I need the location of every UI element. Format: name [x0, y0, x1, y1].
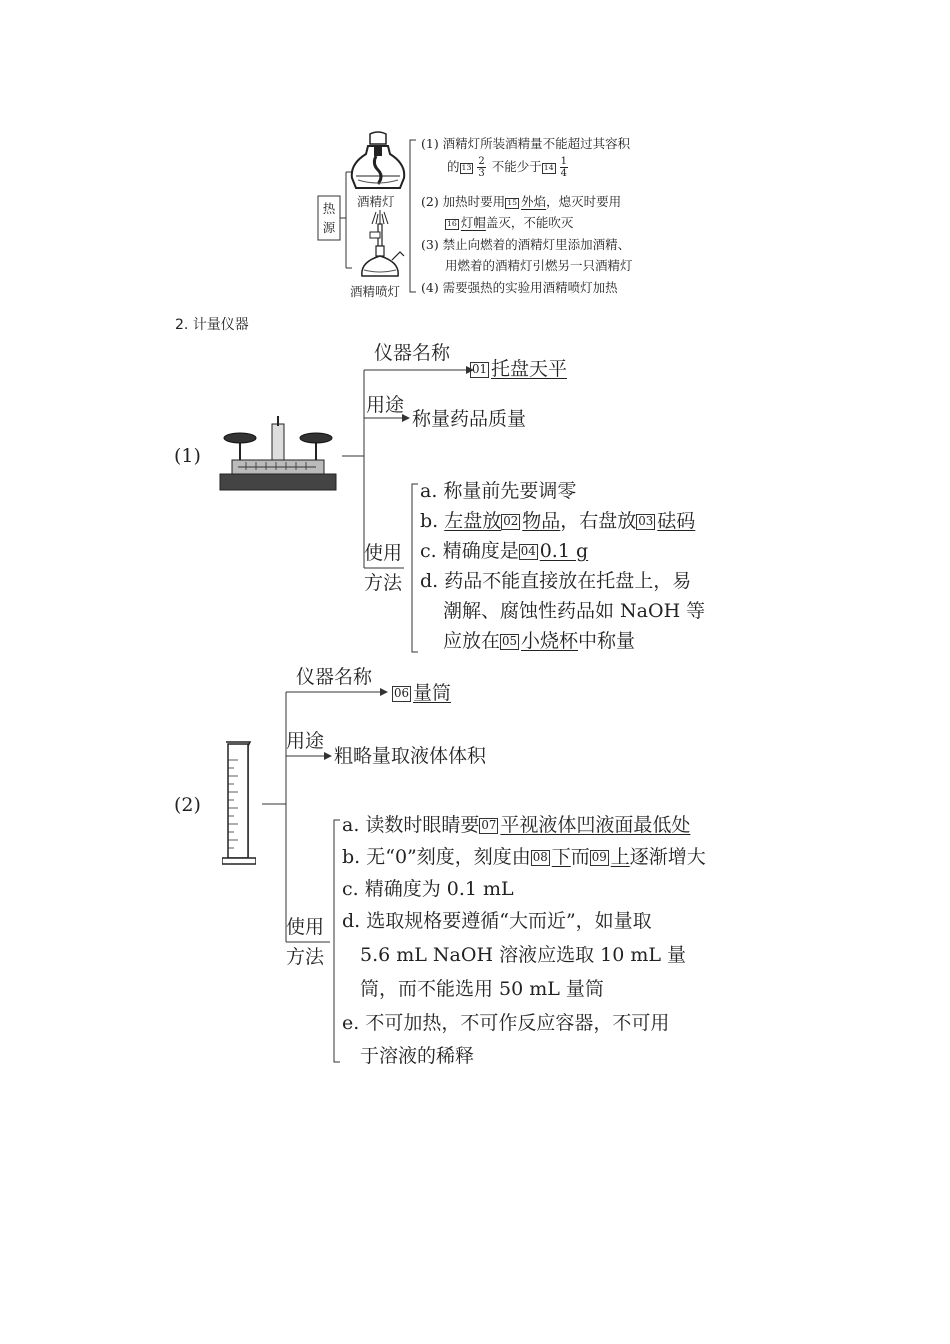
cylinder-use-label: 用途 — [286, 730, 325, 752]
blank-07 — [479, 814, 690, 836]
alcohol-lamp-caption: 酒精灯 — [357, 194, 395, 209]
cylinder-name-answer: 量筒 — [412, 682, 451, 704]
blank-04 — [519, 540, 588, 562]
blank-02-number: 02 — [503, 514, 519, 529]
measuring-cylinder-icon — [222, 740, 256, 868]
heat-item-2-text-c: 盖灭，不能吹灭 — [485, 215, 574, 230]
balance-method-label-1: 使用 — [364, 542, 403, 564]
balance-name — [470, 356, 567, 382]
heat-item-1-line-2 — [447, 156, 570, 179]
balance-item-d-line-3 — [443, 628, 635, 654]
blank-15-number: 15 — [507, 197, 518, 207]
heat-item-4: (4) 需要强热的实验用酒精喷灯加热 — [421, 280, 618, 295]
blank-08 — [531, 846, 571, 868]
balance-item-b-text: 左盘放 — [444, 510, 502, 532]
cylinder-item-d-line-1: d. 选取规格要遵循“大而近”，如量取 — [342, 910, 652, 932]
heat-item-3-line-1: (3) 禁止向燃着的酒精灯里添加酒精、 — [421, 237, 631, 252]
blank-06-number: 06 — [394, 686, 409, 701]
blank-05 — [500, 630, 578, 652]
blank-02-answer: 物品 — [522, 510, 561, 532]
heat-bracket-right — [410, 140, 416, 292]
blank-06 — [392, 682, 451, 704]
blank-16 — [445, 215, 486, 230]
cylinder-item-b-mid: 而 — [570, 846, 590, 868]
cylinder-method-label-1: 使用 — [286, 916, 325, 938]
balance-item-c-text: c. 精确度是 — [420, 540, 519, 562]
heat-item-2-line-1 — [421, 192, 621, 212]
balance-icon — [216, 412, 340, 494]
heat-source-label: 热源 — [322, 201, 336, 235]
heat-item-1-prefix: 的 — [447, 159, 460, 174]
cylinder-item-a-text: a. 读数时眼睛要 — [342, 814, 480, 836]
fraction-numerator: 2 — [478, 156, 485, 167]
blank-09-number: 09 — [591, 850, 607, 865]
cylinder-item-d-line-3: 筒，而不能选用 50 mL 量筒 — [360, 978, 604, 1000]
blank-02 — [501, 510, 560, 532]
blank-15 — [505, 194, 546, 209]
blank-03-answer: 砝码 — [657, 510, 696, 532]
blank-03 — [636, 510, 695, 532]
blank-07-answer: 平视液体凹液面最低处 — [500, 814, 691, 836]
balance-item-d-line-2: 潮解、腐蚀性药品如 NaOH 等 — [443, 600, 706, 622]
blank-09-answer: 上 — [610, 846, 630, 868]
blank-04-number: 04 — [520, 544, 536, 559]
balance-use: 称量药品质量 — [412, 408, 527, 430]
cylinder-item-e-line-2: 于溶液的稀释 — [360, 1045, 475, 1067]
cylinder-item-b-text: b. 无“0”刻度，刻度由 — [342, 846, 531, 868]
balance-item-d-text: 应放在 — [443, 630, 501, 652]
heat-item-2-line-2 — [445, 213, 573, 233]
blank-04-answer: 0.1 g — [539, 540, 589, 562]
cylinder-method-label-2: 方法 — [286, 946, 325, 968]
cylinder-name-label: 仪器名称 — [296, 666, 373, 688]
fraction-denominator: 4 — [560, 168, 568, 179]
heat-item-2-text: (2) 加热时要用 — [421, 194, 506, 209]
balance-item-a: a. 称量前先要调零 — [420, 480, 577, 502]
cylinder-item-e-line-1: e. 不可加热，不可作反应容器，不可用 — [342, 1012, 670, 1034]
cylinder-item-c: c. 精确度为 0.1 mL — [342, 878, 514, 900]
section-title: 2. 计量仪器 — [175, 317, 249, 333]
blank-01-number: 01 — [472, 362, 487, 377]
blank-14 — [542, 156, 570, 179]
blank-16-number: 16 — [447, 218, 457, 228]
balance-item-d-line-1: d. 药品不能直接放在托盘上，易 — [420, 570, 692, 592]
cylinder-item-d-line-2: 5.6 mL NaOH 溶液应选取 10 mL 量 — [360, 944, 686, 966]
blank-01 — [470, 358, 567, 380]
fraction-numerator: 1 — [560, 156, 568, 167]
cylinder-name — [392, 680, 451, 706]
cylinder-item-b — [342, 844, 706, 870]
blank-07-number: 07 — [481, 818, 497, 833]
blank-13-number: 13 — [461, 162, 472, 172]
alcohol-lamp-icon — [346, 130, 410, 194]
blank-05-number: 05 — [502, 634, 517, 649]
blank-05-answer: 小烧杯 — [521, 630, 579, 652]
balance-name-answer: 托盘天平 — [490, 358, 567, 380]
heat-item-2-text-b: ，熄灭时要用 — [546, 194, 622, 209]
fraction-denominator: 3 — [478, 168, 485, 179]
blank-14-number: 14 — [543, 162, 554, 172]
blank-13 — [460, 156, 488, 179]
heat-item-1-line-1: (1) 酒精灯所装酒精量不能超过其容积 — [421, 136, 631, 151]
cylinder-use: 粗略量取液体体积 — [334, 745, 487, 767]
blank-09 — [590, 846, 630, 868]
balance-item-b-text-2: ，右盘放 — [560, 510, 637, 532]
cylinder-item-a — [342, 812, 690, 838]
fraction-one-quarter — [560, 156, 568, 179]
balance-use-label: 用途 — [366, 394, 405, 416]
balance-item-d-suffix: 中称量 — [578, 630, 636, 652]
balance-item-b — [420, 508, 695, 534]
cylinder-index: (2) — [174, 794, 201, 816]
blank-08-number: 08 — [532, 850, 548, 865]
blank-16-answer: 灯帽 — [460, 215, 486, 230]
balance-item-b-prefix: b. — [420, 510, 445, 532]
balance-method-label-2: 方法 — [364, 572, 403, 594]
balance-index: (1) — [174, 445, 201, 467]
heat-item-1-mid: 不能少于 — [491, 159, 542, 174]
blank-08-answer: 下 — [551, 846, 571, 868]
fraction-two-thirds — [477, 156, 485, 179]
cylinder-item-b-suffix: 逐渐增大 — [629, 846, 706, 868]
alcohol-burner-caption: 酒精喷灯 — [350, 284, 401, 299]
balance-item-c — [420, 538, 588, 564]
alcohol-burner-icon — [352, 210, 408, 280]
blank-03-number: 03 — [638, 514, 654, 529]
heat-item-3-line-2: 用燃着的酒精灯引燃另一只酒精灯 — [445, 258, 633, 273]
blank-15-answer: 外焰 — [521, 194, 547, 209]
balance-name-label: 仪器名称 — [374, 342, 451, 364]
